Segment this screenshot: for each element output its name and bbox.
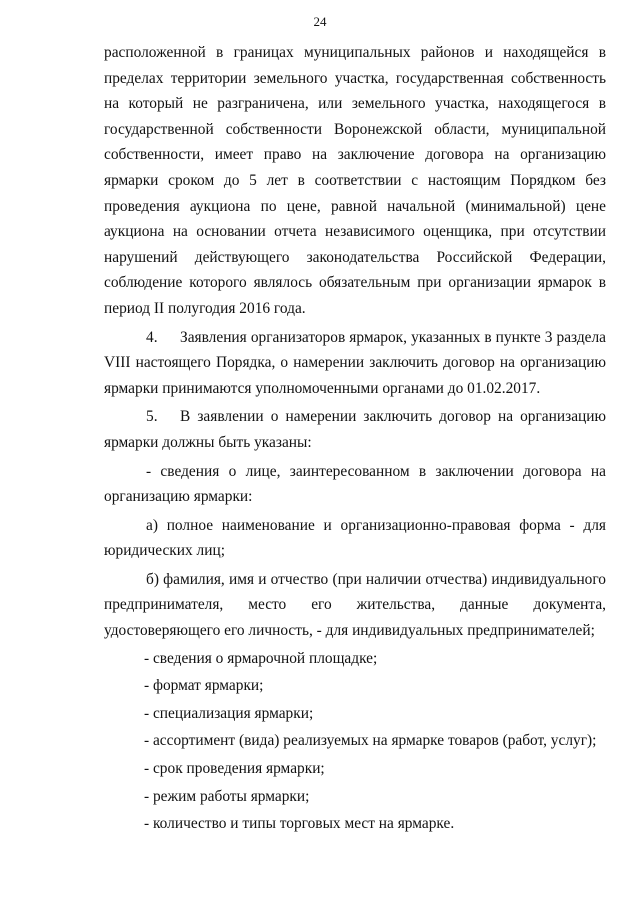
paragraph-4: [104, 325, 606, 402]
list-item: - режим работы ярмарки;: [144, 787, 310, 805]
list-item: - срок проведения ярмарки;: [144, 760, 325, 778]
paragraph-legal-entity: а) полное наименование и организационно-правовая форма - для юридических лиц;: [104, 516, 606, 560]
paragraph-5: [104, 404, 606, 455]
paragraph-4-number: 4.: [146, 328, 158, 346]
page-number: 24: [313, 14, 327, 29]
document-body: [104, 40, 606, 837]
paragraph-individual-entrepreneur: б) фамилия, имя и отчество (при наличии отчества) индивидуального предпринимателя, место его жительства, данные документа, удостоверяющего его личность, - для индивидуальных предпринимателей;: [104, 570, 606, 640]
list-item: - сведения о ярмарочной площадке;: [144, 649, 378, 667]
paragraph-5-text: В заявлении о намерении заключить договор на организацию ярмарки должны быть указаны:: [104, 408, 606, 451]
paragraph-applicant-info: - сведения о лице, заинтересованном в заключении договора на организацию ярмарки:: [104, 462, 606, 506]
list-item: - ассортимент (вида) реализуемых на ярмарке товаров (работ, услуг);: [144, 732, 597, 750]
paragraph-continuation: расположенной в границах муниципальных районов и находящейся в пределах территории земельного участка, государственная собственность на который не разграничена, или земельного участка, находящегося в государственной собственности Воронежской области, муниципальной собственности, имеет право на заключение договора на организацию ярмарки сроком до 5 лет в соответствии с настоящим Порядком без проведения аукциона по цене, равной начальной (минимальной) цене аукциона на основании отчета независимого оценщика, при отсутствии нарушений действующего законодательства Российской Федерации, соблюдение которого являлось обязательным при организации ярмарок в период II полугодия 2016 года.: [104, 44, 606, 317]
list-item: - формат ярмарки;: [144, 677, 264, 695]
paragraph-5-number: 5.: [146, 408, 158, 426]
paragraph-4-text: Заявления организаторов ярмарок, указанных в пункте 3 раздела VIII настоящего Порядка, о намерении заключить договор на организацию ярмарки принимаются уполномоченными органами до 01.02.2017.: [104, 328, 606, 397]
list-item: - специализация ярмарки;: [144, 704, 314, 722]
list-item: - количество и типы торговых мест на ярмарке.: [144, 815, 455, 833]
